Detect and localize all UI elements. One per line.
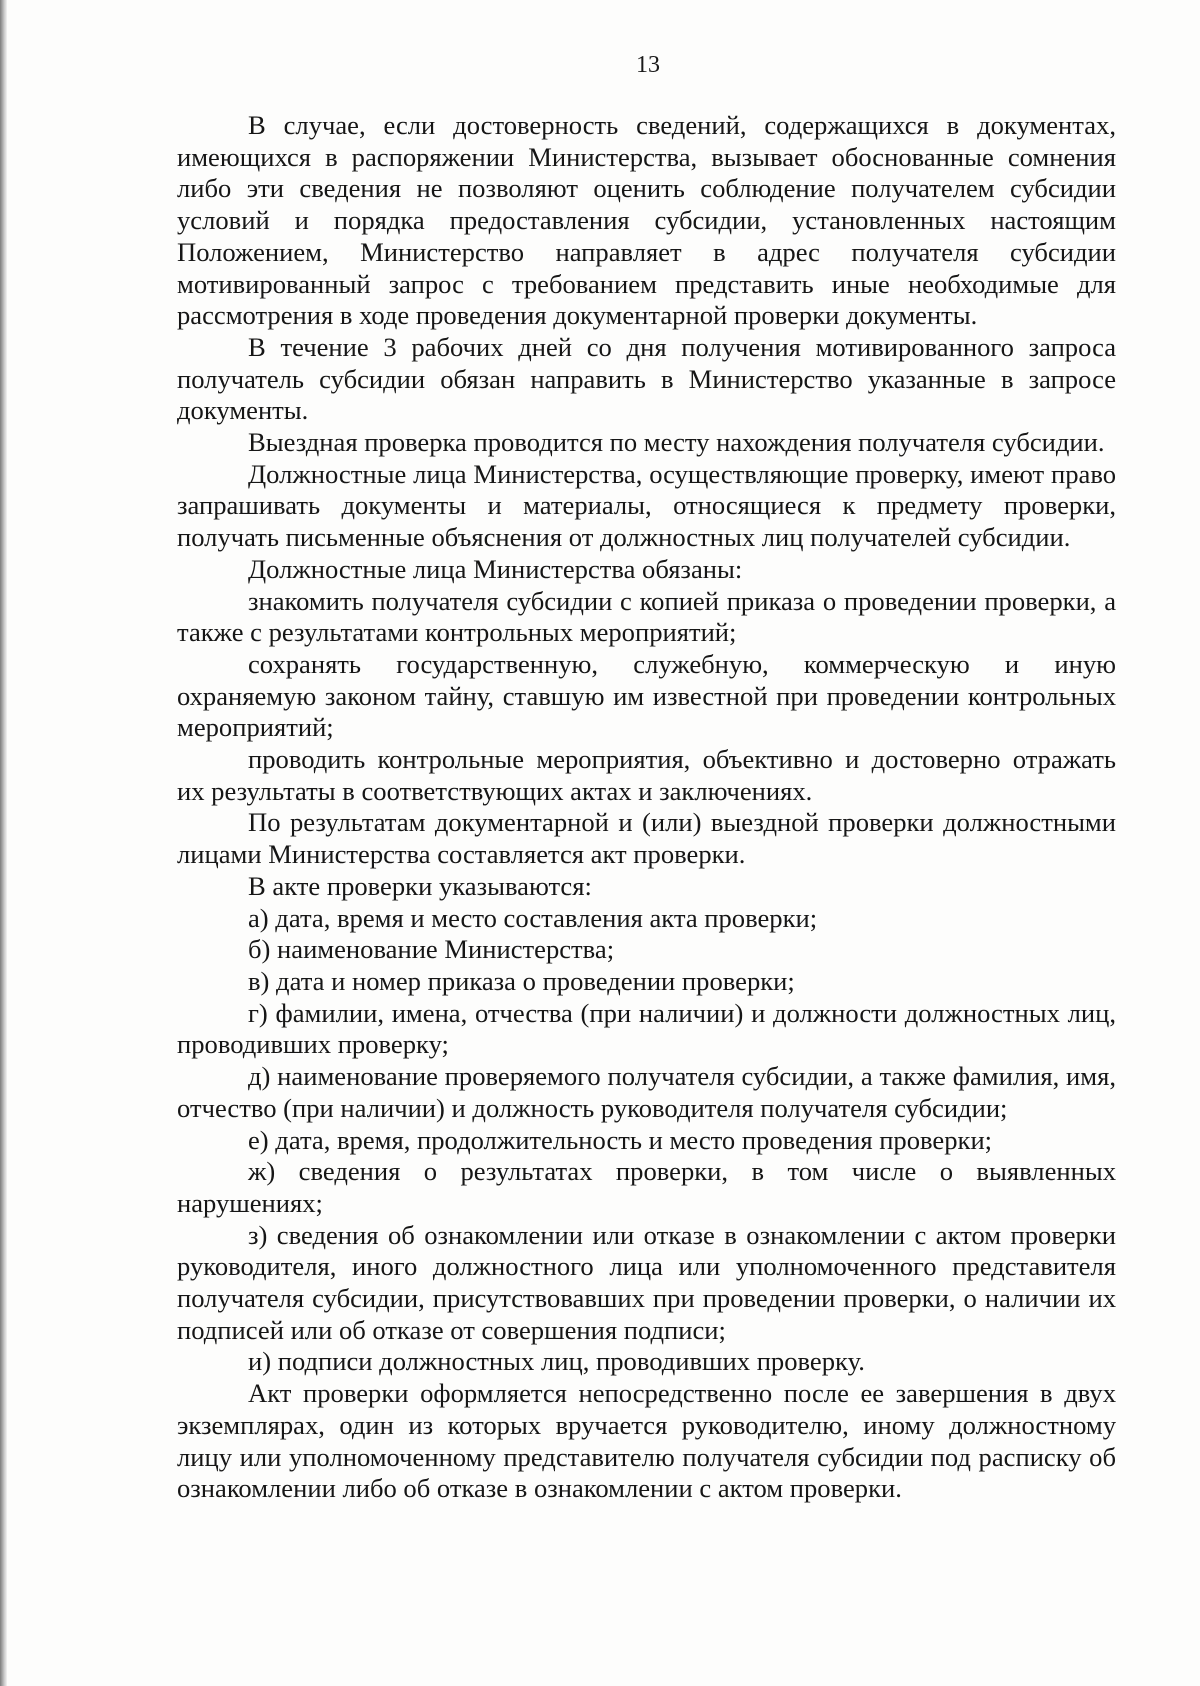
- page-number: 13: [636, 52, 660, 78]
- paragraph: В акте проверки указываются:: [248, 870, 592, 901]
- list-item: б) наименование Министерства;: [248, 934, 615, 965]
- paragraph: В случае, если достоверность сведений, содержащихся в документах, имеющихся в распоряжении Министерства, вызывает обоснованные сомнения либо эти сведения не позволяют оценить соблюдение получателем субсидии условий и порядка предоставления субсидии, установленных настоящим Положением, Министерство направляет в адрес получателя субсидии мотивированный запрос с требованием представить иные необходимые для рассмотрения в ходе проведения документарной проверки документы.: [177, 110, 1116, 331]
- paragraph: Выездная проверка проводится по месту нахождения получателя субсидии.: [248, 427, 1105, 458]
- paragraph: Должностные лица Министерства, осуществляющие проверку, имеют право запрашивать документы и материалы, относящиеся к предмету проверки, получать письменные объяснения от должностных лиц получателей субсидии.: [177, 458, 1116, 553]
- list-item: д) наименование проверяемого получателя субсидии, а также фамилия, имя, отчество (при наличии) и должность руководителя получателя субсидии;: [177, 1061, 1116, 1123]
- list-item: е) дата, время, продолжительность и место проведения проверки;: [248, 1124, 993, 1155]
- paragraph: проводить контрольные мероприятия, объективно и достоверно отражать их результаты в соответствующих актах и заключениях.: [177, 744, 1116, 806]
- scan-edge: [0, 0, 7, 1686]
- paragraph: В течение 3 рабочих дней со дня получения мотивированного запроса получатель субсидии обязан направить в Министерство указанные в запросе документы.: [177, 331, 1116, 426]
- list-item: а) дата, время и место составления акта проверки;: [248, 902, 818, 933]
- paragraph: Должностные лица Министерства обязаны:: [248, 553, 743, 584]
- list-item: з) сведения об ознакомлении или отказе в ознакомлении с актом проверки руководителя, иного должностного лица или уполномоченного представителя получателя субсидии, присутствовавших при проведении проверки, о наличии их подписей или об отказе от совершения подписи;: [177, 1219, 1116, 1345]
- list-item: в) дата и номер приказа о проведении проверки;: [248, 965, 795, 996]
- list-item: и) подписи должностных лиц, проводивших проверку.: [248, 1346, 865, 1377]
- document-body: [177, 110, 1116, 1505]
- paragraph: сохранять государственную, служебную, коммерческую и иную охраняемую законом тайну, ставшую им известной при проведении контрольных мероприятий;: [177, 648, 1116, 743]
- paragraph: знакомить получателя субсидии с копией приказа о проведении проверки, а также с результатами контрольных мероприятий;: [177, 585, 1116, 648]
- paragraph: По результатам документарной и (или) выездной проверки должностными лицами Министерства составляется акт проверки.: [177, 807, 1116, 870]
- list-item: ж) сведения о результатах проверки, в том числе о выявленных нарушениях;: [177, 1156, 1116, 1218]
- list-item: г) фамилии, имена, отчества (при наличии) и должности должностных лиц, проводивших проверку;: [177, 997, 1116, 1060]
- paragraph: Акт проверки оформляется непосредственно после ее завершения в двух экземплярах, один из которых вручается руководителю, иному должностному лицу или уполномоченному представителю получателя субсидии под расписку об ознакомлении либо об отказе в ознакомлении с актом проверки.: [177, 1378, 1116, 1504]
